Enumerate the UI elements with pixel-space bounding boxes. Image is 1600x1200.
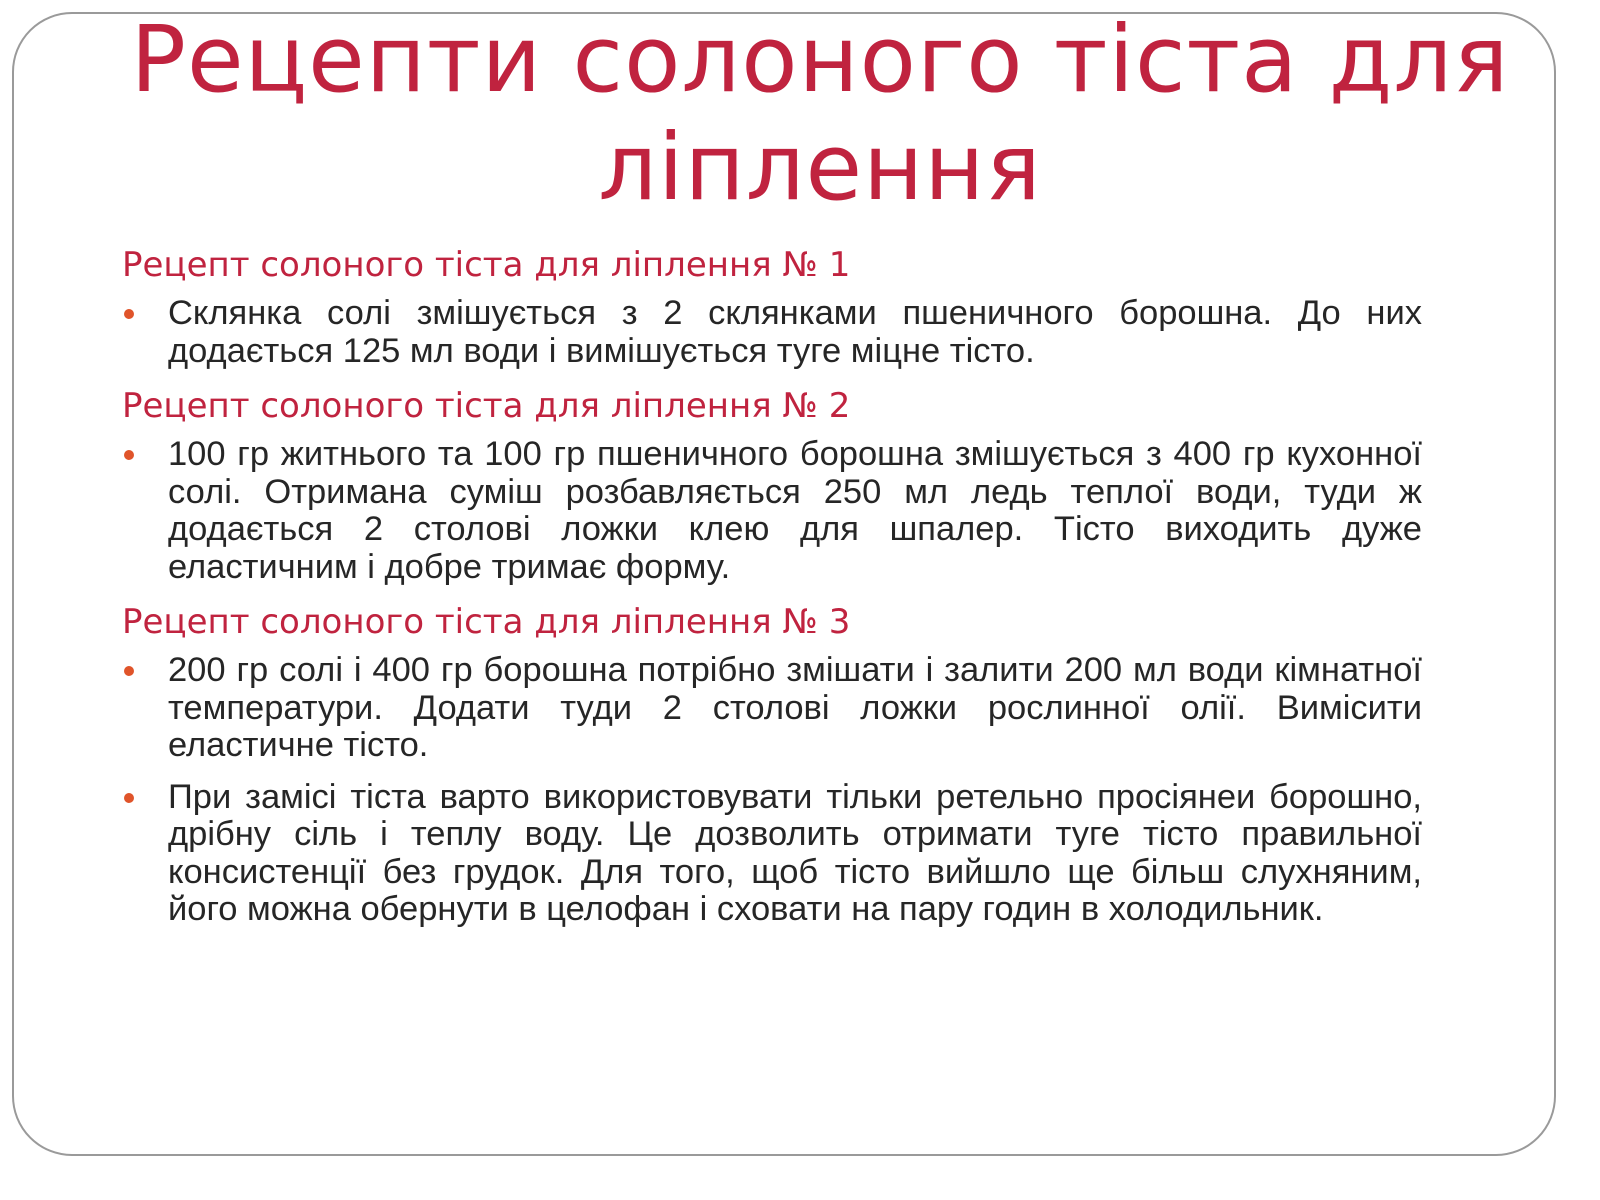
- recipe-heading: Рецепт солоного тіста для ліплення № 1: [122, 245, 851, 285]
- recipe-2: [122, 384, 1422, 586]
- recipe-heading: Рецепт солоного тіста для ліплення № 2: [122, 386, 851, 426]
- list-item: [122, 295, 1422, 370]
- slide-title: Рецепти солоного тіста для ліплення: [130, 6, 1510, 221]
- list-item: [122, 779, 1422, 929]
- bullet-icon: [124, 309, 134, 319]
- bullet-text: 200 гр солі і 400 гр борошна потрібно змішати і залити 200 мл води кімнатної температури. Додати туди 2 столові ложки рослинної олії. Вимісити еластичне тісто.: [168, 651, 1422, 764]
- recipe-1: [122, 243, 1422, 370]
- list-item: [122, 652, 1422, 765]
- bullet-icon: [124, 793, 134, 803]
- bullet-list: [122, 295, 1422, 370]
- recipe-3: [122, 600, 1422, 929]
- bullet-icon: [124, 666, 134, 676]
- bullet-icon: [124, 450, 134, 460]
- recipe-heading: Рецепт солоного тіста для ліплення № 3: [122, 602, 851, 642]
- bullet-text: 100 гр житнього та 100 гр пшеничного борошна змішується з 400 гр кухонної солі. Отримана суміш розбавляється 250 мл ледь теплої води, туди ж додається 2 столові ложки клею для шпалер. Тісто виходить дуже еластичним і добре тримає форму.: [168, 435, 1422, 586]
- bullet-list: [122, 652, 1422, 929]
- bullet-text: При замісі тіста варто використовувати тільки ретельно просіянеи борошно, дрібну сіль і теплу воду. Це дозволить отримати туге тісто правильної консистенції без грудок. Для того, щоб тісто вийшло ще більш слухняним, його можна обернути в целофан і сховати на пару годин в холодильник.: [168, 777, 1422, 928]
- bullet-text: Склянка солі змішується з 2 склянками пшеничного борошна. До них додається 125 мл води і вимішується туге міцне тісто.: [168, 294, 1422, 370]
- list-item: [122, 436, 1422, 586]
- bullet-list: [122, 436, 1422, 586]
- slide-content: [122, 243, 1422, 943]
